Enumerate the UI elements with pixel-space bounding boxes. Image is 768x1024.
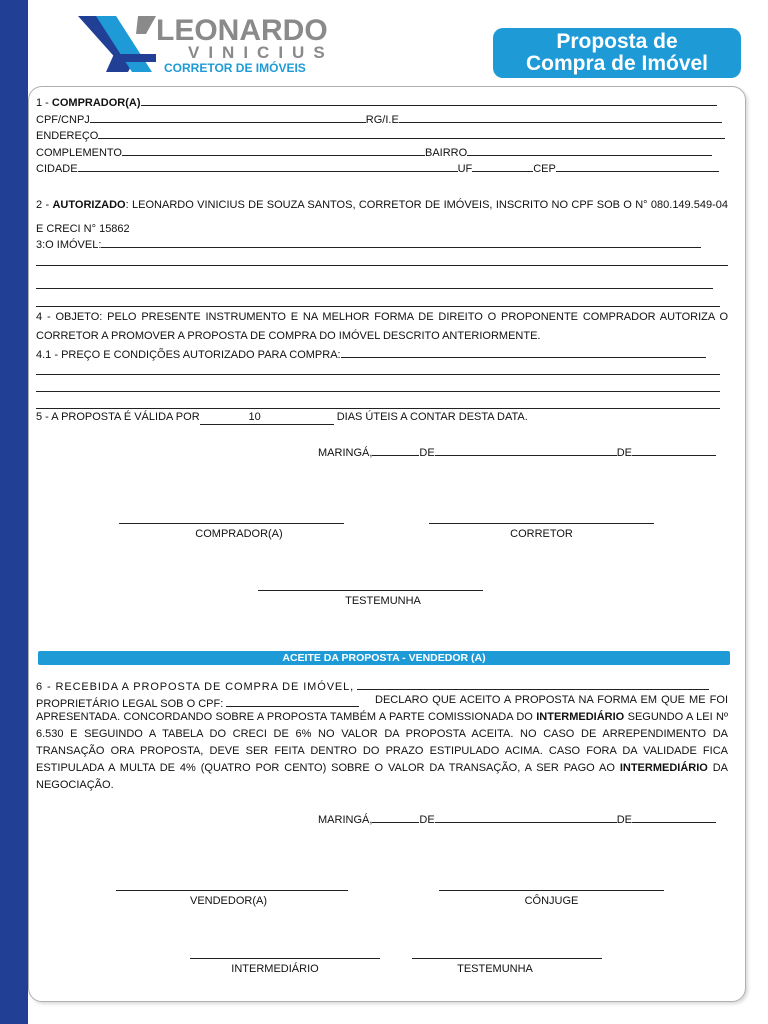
bairro-field[interactable] [467,144,712,156]
complemento-label: COMPLEMENTO [36,147,122,159]
preco-line-3[interactable] [36,391,720,392]
conjuge-signature-line[interactable] [439,890,664,891]
preco-field[interactable] [341,346,706,358]
cpf-label: CPF/CNPJ [36,114,90,126]
corretor-signature-line[interactable] [429,523,654,524]
date-de1-top: DE [419,447,435,459]
imovel-line-4[interactable] [36,306,720,307]
preco-label: 4.1 - PREÇO E CONDIÇÕES AUTORIZADO PARA COMPRA: [36,349,341,361]
date-day-field-bottom[interactable] [372,811,419,823]
date-city-bottom: MARINGÁ, [318,814,373,826]
bairro-label: BAIRRO [424,147,468,159]
complemento-field[interactable] [122,144,425,156]
testemunha-bottom-signature-label: TESTEMUNHA [457,963,533,975]
objeto-paragraph [36,308,728,346]
document-title-box [493,28,741,78]
aceite-band: ACEITE DA PROPOSTA - VENDEDOR (A) [38,651,730,665]
aceite-p3: DECLARO QUE ACEITO A PROPOSTA NA FORMA EM QUE ME FOI APRESENTADA. CONCORDANDO SOBRE A PROPOSTA TAMBÉM A PARTE COMISSIONADA DO [36,694,728,723]
date-day-field-top[interactable] [372,444,419,456]
cpf-field[interactable] [90,111,366,123]
comprador-signature-label: COMPRADOR(A) [195,528,283,540]
testemunha-bottom-signature-line[interactable] [412,958,602,959]
logo-mark-right [136,16,156,34]
autorizado-text: : LEONARDO VINICIUS DE SOUZA SANTOS, CORRETOR DE IMÓVEIS, INSCRITO NO CPF SOB O N° 080.149.549-04 E CRECI N° 15862 [36,199,728,235]
aceite-p4: SEGUNDO A LEI Nº 6.530 E SEGUINDO A TABELA DO CRECI DE 6% NO VALOR DA PROPOSTA ACEITA. NO CASO DE ARREPENDIMENTO DA TRANSAÇÃO ORA PROPOSTA, DEVE SER FEITA DENTRO DO PRAZO ESTIPULADO ACIMA. CASO FORA DA VALIDADE FICA ESTIPULADA A MULTA DE 4% (QUATRO POR CENTO) SOBRE O VALOR DA TRANSAÇÃO, A SER PAGO AO [36,711,728,774]
uf-label: UF [457,163,473,175]
date-year-field-top[interactable] [632,444,716,456]
aceite-bold-intermediario-2: INTERMEDIÁRIO [619,762,708,774]
date-year-field-bottom[interactable] [632,811,716,823]
aceite-p1: 6 - RECEBIDA A PROPOSTA DE COMPRA DE IMÓVEL, [36,681,355,693]
imovel-line-3[interactable] [36,288,713,289]
complemento-row [36,144,712,160]
date-de1-bottom: DE [419,814,435,826]
comprador-heading-row [36,94,717,110]
vendedor-signature-line[interactable] [116,890,348,891]
rg-field[interactable] [399,111,722,123]
preco-line-4[interactable] [36,408,720,409]
validade-suffix: DIAS ÚTEIS A CONTAR DESTA DATA. [336,411,528,423]
corretor-signature-label: CORRETOR [510,528,573,540]
cidade-row [36,160,719,176]
intermediario-signature-line[interactable] [190,958,380,959]
imovel-line-2[interactable] [36,265,728,266]
date-row-bottom [318,811,716,827]
objeto-text: 4 - OBJETO: PELO PRESENTE INSTRUMENTO E NA MELHOR FORMA DE DIREITO O PROPONENTE COMPRADOR AUTORIZA O CORRETOR A PROMOVER A PROPOSTA DE COMPRA DO IMÓVEL DESCRITO ANTERIORMENTE. [36,311,728,342]
imovel-row [36,236,701,252]
aceite-bold-intermediario-1: INTERMEDIÁRIO [536,711,625,723]
date-month-field-top[interactable] [435,444,617,456]
date-month-field-bottom[interactable] [435,811,617,823]
preco-row [36,346,706,362]
endereco-row [36,127,725,143]
title-line-2: Compra de Imóvel [525,52,709,75]
logo-tagline: CORRETOR DE IMÓVEIS [164,61,306,75]
title-line-1: Proposta de [556,30,678,53]
validade-days: 10 [248,411,261,423]
preco-line-2[interactable] [36,374,720,375]
rg-label: RG/I.E [365,114,399,126]
imovel-label: 3:O IMÓVEL: [36,239,102,251]
aceite-paragraph [36,692,728,794]
validade-days-field[interactable] [200,410,334,425]
testemunha-top-signature-line[interactable] [258,590,483,591]
vendedor-signature-label: VENDEDOR(A) [189,895,267,907]
autorizado-label: AUTORIZADO [52,199,126,211]
conjuge-signature-label: CÔNJUGE [524,895,579,907]
validade-row [36,410,528,425]
testemunha-top-signature-label: TESTEMUNHA [345,595,421,607]
left-sidebar-bar [0,0,28,1024]
endereco-label: ENDEREÇO [36,130,99,142]
company-logo [76,14,366,76]
cep-field[interactable] [556,160,719,172]
validade-prefix: 5 - A PROPOSTA É VÁLIDA POR [36,411,200,423]
cep-label: CEP [533,163,556,175]
autorizado-paragraph [36,193,728,241]
comprador-name-field[interactable] [141,94,717,106]
intermediario-signature-label: INTERMEDIÁRIO [231,963,319,975]
cidade-label: CIDADE [36,163,78,175]
autorizado-prefix: 2 - [36,199,53,211]
aceite-p5: DA NEGOCIAÇÃO. [36,762,728,791]
date-de2-top: DE [616,447,632,459]
date-de2-bottom: DE [616,814,632,826]
logo-sub: VINICIUS [188,43,334,62]
cidade-field[interactable] [78,160,458,172]
uf-field[interactable] [472,160,533,172]
aceite-vendedor-name-field[interactable] [357,678,709,690]
comprador-signature-line[interactable] [119,523,344,524]
logo-name: LEONARDO [156,14,328,47]
cpf-row [36,111,722,127]
imovel-field[interactable] [101,236,701,248]
aceite-p2: PROPRIETÁRIO LEGAL SOB O CPF: [36,698,224,710]
comprador-heading: COMPRADOR(A) [51,97,141,109]
date-city-top: MARINGÁ, [318,447,373,459]
endereco-field[interactable] [98,127,725,139]
date-row-top [318,444,716,460]
comprador-heading-prefix: 1 - [36,97,52,109]
